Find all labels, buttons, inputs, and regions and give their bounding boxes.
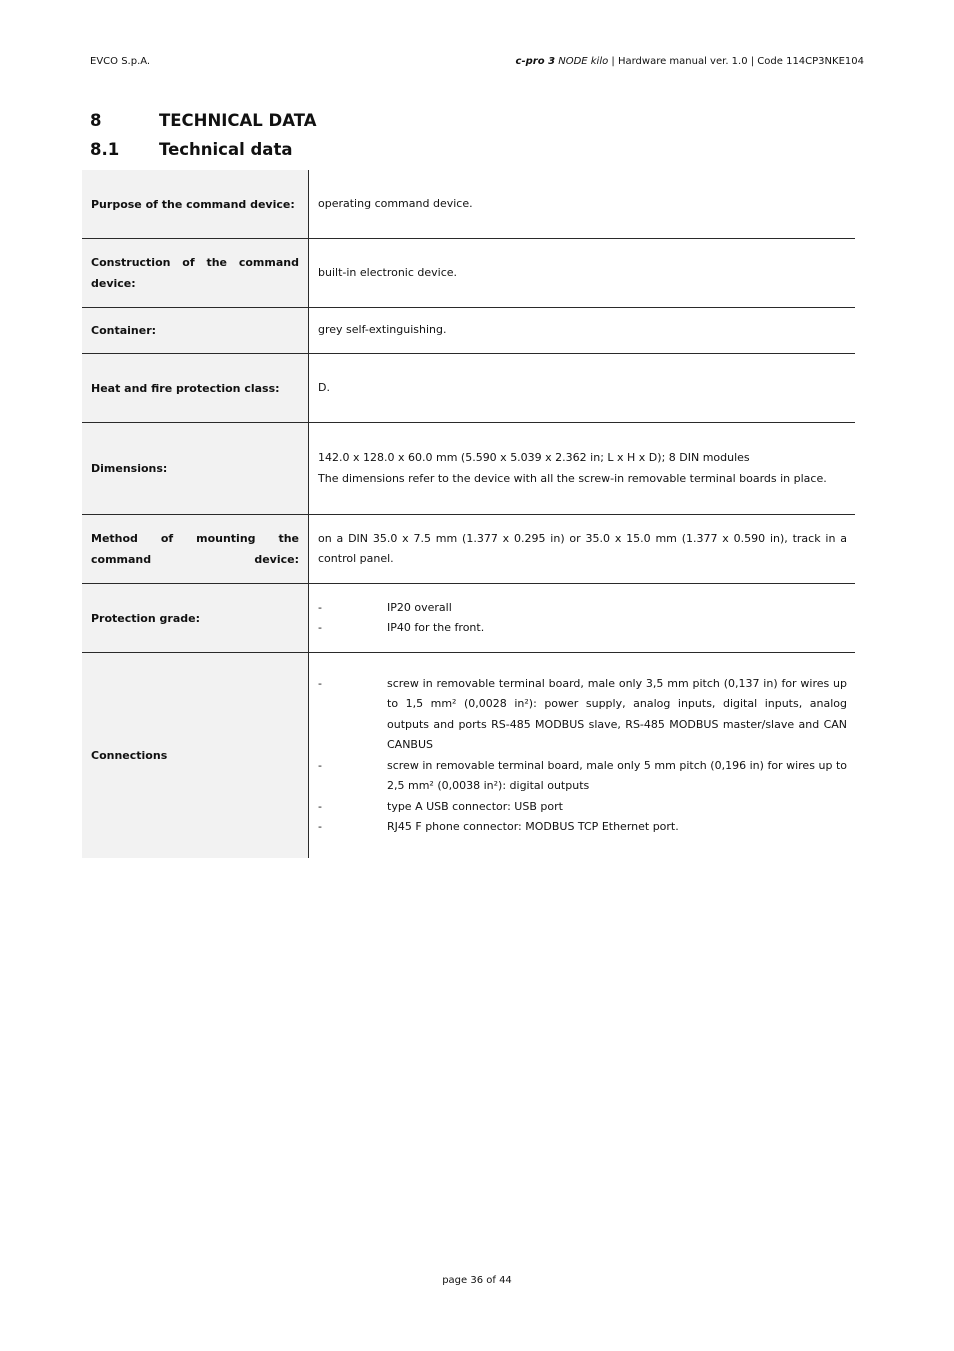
list-dash: - — [318, 676, 322, 690]
subsection-heading — [90, 140, 292, 159]
list-item — [318, 756, 847, 797]
header-doc-info — [516, 56, 864, 67]
section-heading — [90, 111, 316, 130]
row-value: operating command device. — [318, 196, 473, 210]
page-number: page 36 of 44 — [442, 1275, 512, 1286]
table-row-protection — [82, 584, 855, 653]
list-item-text: IP20 overall — [387, 600, 452, 614]
row-label: Purpose of the command device: — [82, 170, 309, 238]
header-company: EVCO S.p.A. — [90, 56, 151, 67]
dimensions-line: 142.0 x 128.0 x 60.0 mm (5.590 x 5.039 x 2.362 in; L x H x D); 8 DIN modules — [318, 451, 750, 464]
row-value: built-in electronic device. — [318, 265, 458, 279]
table-row-dimensions — [82, 423, 855, 515]
table-row-purpose — [82, 170, 855, 239]
list-item-text: RJ45 F phone connector: MODBUS TCP Ethernet port. — [387, 820, 679, 833]
subsection-number: 8.1 — [90, 140, 120, 159]
list-dash: - — [318, 799, 322, 813]
row-label: Heat and fire protection class: — [82, 354, 309, 422]
table-row-container — [82, 308, 855, 354]
dimensions-note: The dimensions refer to the device with all the screw-in removable terminal boards in place. — [318, 471, 827, 485]
header-model: NODE kilo — [558, 56, 609, 67]
header-manual-code: | Hardware manual ver. 1.0 | Code 114CP3NKE104 — [608, 56, 864, 67]
row-label: Connections — [82, 653, 309, 858]
list-item — [318, 817, 847, 838]
table-row-connections — [82, 653, 855, 858]
row-value: grey self-extinguishing. — [318, 323, 447, 337]
table-row-heat-fire — [82, 354, 855, 423]
list-dash: - — [318, 600, 322, 614]
row-label: Method of mounting the command device: — [82, 515, 309, 583]
list-dash: - — [318, 820, 322, 833]
row-value: D. — [318, 380, 330, 394]
list-item-text: type A USB connector: USB port — [387, 799, 563, 813]
row-value — [309, 423, 855, 514]
subsection-title: Technical data — [159, 140, 293, 159]
row-label: Construction of the command device: — [82, 239, 309, 307]
list-dash: - — [318, 758, 322, 772]
row-label: Protection grade: — [82, 584, 309, 652]
header-product: c-pro 3 — [515, 56, 556, 67]
list-item — [318, 618, 847, 639]
list-item — [318, 674, 847, 756]
list-item — [318, 797, 847, 818]
row-value: on a DIN 35.0 x 7.5 mm (1.377 x 0.295 in) or 35.0 x 15.0 mm (1.377 x 0.590 in), track in a control panel. — [318, 531, 847, 565]
technical-data-table — [82, 170, 855, 858]
table-row-construction — [82, 239, 855, 308]
list-item-text: screw in removable terminal board, male only 5 mm pitch (0,196 in) for wires up to 2,5 mm² (0,0038 in²): digital outputs — [387, 758, 847, 792]
list-item — [318, 598, 847, 619]
row-value — [309, 653, 855, 858]
list-item-text: IP40 for the front. — [387, 621, 485, 634]
list-item-text: screw in removable terminal board, male only 3,5 mm pitch (0,137 in) for wires up to 1,5 mm² (0,0028 in²): power supply, analog inputs, digital inputs, analog outputs and ports RS-485 MODBUS slave, RS-485 MODBUS master/slave and CAN CANBUS — [387, 676, 847, 751]
row-label: Container: — [82, 308, 309, 353]
list-dash: - — [318, 621, 322, 634]
section-number: 8 — [90, 111, 102, 130]
row-value — [309, 584, 855, 652]
row-label: Dimensions: — [82, 423, 309, 514]
table-row-mounting — [82, 515, 855, 584]
section-title: TECHNICAL DATA — [159, 111, 317, 130]
